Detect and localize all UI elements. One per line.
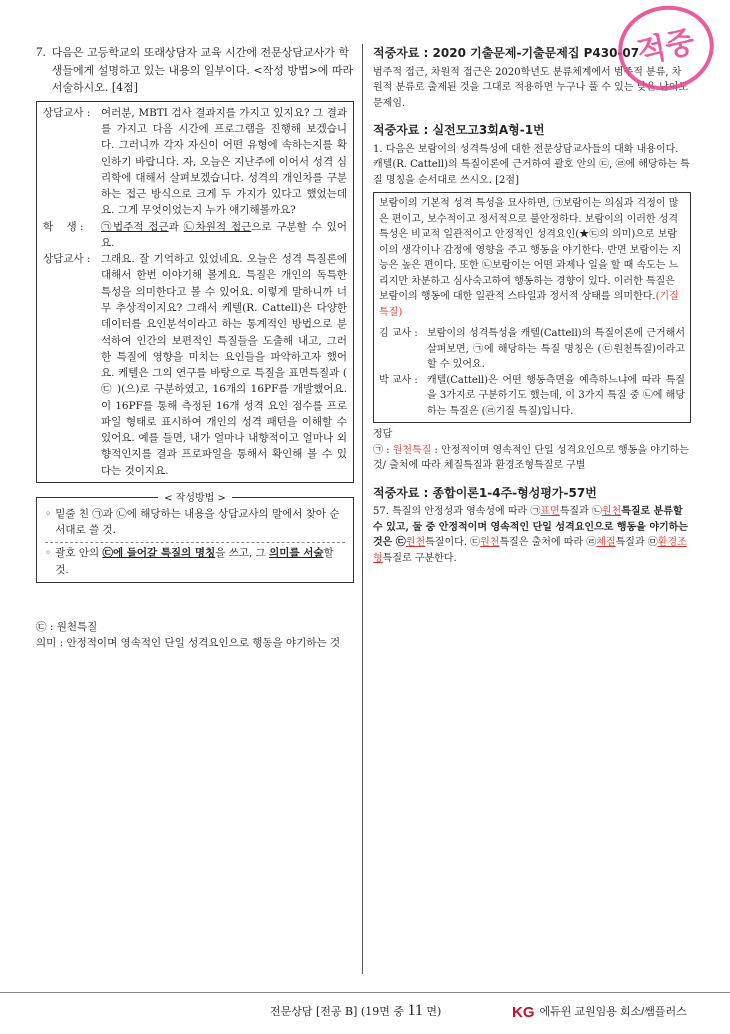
text-fragment: 을 쓰고, 그 [215,547,270,560]
dashed-divider [45,542,345,543]
method-item-text [55,545,345,578]
turn-text [101,219,347,252]
turn-text: 캐텔(Cattell)은 어떤 행동측면을 예측하느냐에 따라 특질을 3가지로 구분하기도 했는데, 이 3가지 특질 중 ㉡에 해당하는 특질은 (㉣기질 특질)입니다. [427,374,685,417]
footer-prefix: 전문상담 [전공 B] (19면 중 [270,1005,404,1018]
highlight-text: 원천 [405,537,426,549]
bullet: ◦ [45,507,52,520]
ref3-title: 적중자료 : 종합이론1-4주-형성평가-57번 [373,485,597,500]
question-header [36,44,354,97]
text-fragment: 과 [168,220,184,233]
text-fragment: 특질과 ㉤ [615,537,658,549]
footer-suffix: 면) [426,1005,442,1018]
dialogue-turn-2 [43,219,347,252]
turn-text: 그래요. 잘 기억하고 있었네요. 오늘은 성격 특질론에 대해서 한번 이야기해 볼게요. 특질은 개인의 독특한 특성을 의미한다고 볼 수 있어요. 이렇게 말하니까 너무 추상적이지요? 그래서 케텔(R. Cattell)은 다양한 데이터를 요인분석이라고 하는 통계적인 방법으로 분석하여 인간의 보편적인 특질들을 도출해 내고, 그러한 특질에 영향을 미치는 요인들을 파악하고자 했어요. 케텔은 그의 연구를 바탕으로 특질을 표면특질과 ( ㉢ )(으)로 구분하였고, 16개의 16PF를 개발했어요. 이 16PF를 통해 측정된 16개 성격 요인 점수를 프로파일 형태로 표시하여 개인의 성격 패턴을 이해할 수 있어요. 예를 들면, 내가 얼마나 내향적이고 얼마나 외향적인지를 결과 프로파일을 통해서 확인해 볼 수 있다는 것이지요. [101,253,347,477]
question-prompt: 다음은 고등학교의 또래상담자 교육 시간에 전문상담교사가 학생들에게 설명하고 있는 내용의 일부이다. <작성 방법>에 따라 서술하시오. [4점] [51,46,354,95]
speaker-label: 상담교사 : [43,106,91,119]
ref3-text [373,504,691,566]
method-item-2 [45,545,345,578]
text-fragment: 특질은 출처에 따라 ㉣ [499,537,597,549]
page-footer [0,992,730,1025]
question-number: 7. [36,44,46,59]
text-fragment: 괄호 안의 [55,547,103,560]
highlight-text: 환경조형 [373,537,687,564]
ref2-answer-label: 정답 [373,429,393,441]
publisher-logo [512,1001,687,1024]
case-tag: (기질특질) [379,291,679,318]
text-fragment: 특질이다. ㉢ [425,537,481,549]
ref2-question: 1. 다음은 보람이의 성격특성에 대한 전문상담교사들의 대화 내용이다. 캐텔(R. Cattell)의 특질이론에 근거하여 괄호 안의 ㉢, ㉣에 해당하는 특질 명칭을 순서대로 쓰시오. [2점] [373,143,690,186]
turn-text: 여러분, MBTI 검사 결과지를 가지고 있지요? 그 결과를 가지고 다음 시간에 프로그램을 진행해 보겠습니다. 그러니까 각자 자신이 어떤 유형에 속하는지를 확인하기 바랍니다. 자, 오늘은 지난주에 이어서 성격 심리학에 대해서 살펴보겠습니다. 성격의 개인차를 구분하는 접근 방식으로 크게 두 가지가 있다고 했었는데요. 그게 무엇이었는지 누가 얘기해볼까요? [101,106,347,217]
emphasis-text: 의미를 서술 [269,547,324,560]
ref1-text: 범주적 접근, 차원적 접근은 2020학년도 분류체계에서 범주적 분류, 차원적 분류로 출제된 것을 그대로 적용하면 누구나 풀 수 있는 낮은 난이도 문제임. [373,66,689,109]
highlight-text: 원천특질 [392,444,432,456]
text-fragment: 특질의 안정성과 영속성에 따라 ㉠ [392,506,541,518]
right-column [373,44,691,566]
text-fragment: 특질로 구분한다. [382,552,457,564]
text-fragment: : 안정적이며 영속적인 단일 성격요인으로 행동을 야기하는 것/ 출처에 따라 체질특질과 환경조형특질로 구별 [373,444,689,472]
answer-block [36,619,354,652]
speaker-label: 상담교사 : [43,253,91,266]
ref2-title: 적중자료 : 실전모고3회A형-1번 [373,123,545,138]
ref2-case-box [373,192,691,423]
writing-method-box [36,492,354,583]
highlight-text: 원천 [601,506,622,518]
case-text: 보람이의 기본적 성격 특성을 묘사하면, ㉠보람이는 의심과 걱정이 많은 편이고, 보수적이고 정서적으로 불안정하다. 보람이의 이러한 성격특성은 비교적 일관적이고 안정적인 성격요인(★㉢의 의미)으로 보람이의 생각이나 감정에 영향을 주고 행동을 야기한다. 반면 보람이는 지능은 높은 편이다. 또한 ㉡보람이는 어떤 과제나 일을 할 때 속도는 느리지만 차분하고 심사숙고하여 행동하는 경향이 있다. 이러한 특질은 보람이의 행동에 대한 일관적 스타일과 정서적 상태를 의미한다. [379,198,682,303]
text-fragment: ㉠ : [373,444,393,456]
speaker-label: 박 교사 : [379,374,418,386]
answer-line-1: ㉢ : 원천특질 [36,620,98,633]
column-divider [362,44,363,974]
ref1-title: 적중자료 : 2020 기출문제-기출문제집 P430-07 [373,46,640,60]
bullet: ◦ [45,547,52,560]
dialogue-turn-3 [43,251,347,479]
page-number: 11 [407,1002,423,1019]
left-column [36,44,354,651]
answer-line-2: 의미 : 안정적이며 영속적인 단일 성격요인으로 행동을 야기하는 것 [36,637,341,650]
brand-name: 에듀윈 교원임용 회소/쌤플러스 [539,1006,687,1019]
method-title: < 작성방법 > [158,493,232,504]
highlight-text: 원천 [480,537,500,549]
turn-text: 보람이의 성격특성을 캐텔(Cattell)의 특질이론에 근거해서 살펴보면, ㉠에 해당하는 특질 명칭은 (㉢원천특질)이라고 할 수 있어요. [427,328,685,371]
text-fragment: 으로 구분할 수 있어요. [101,220,347,249]
hit-stamp: 적중 [610,0,721,99]
method-item-text: 밑줄 친 ㉠과 ㉡에 해당하는 내용을 상담교사의 말에서 찾아 순서대로 쓸 것. [55,507,340,537]
speaker-label: 김 교사 : [379,328,418,340]
teacher-park-turn [379,373,685,420]
teacher-kim-turn [379,326,685,373]
highlight-text: 표면 [540,506,560,518]
speaker-label: 학 생 : [43,220,84,233]
page-info [270,999,441,1024]
method-title-wrap [37,490,353,507]
emphasis-text: ㉢에 들어갈 특질의 명칭 [102,547,216,560]
dialogue-turn-1 [43,105,347,219]
text-fragment: 할 것. [55,547,334,576]
highlight-text: 체질 [596,537,616,549]
item-number: 57. [373,506,389,518]
text-fragment: 특질과 ㉡ [559,506,602,518]
text-fragment: 특질로 분류할 수 있고, 둘 중 안정적이며 영속적인 단일 성격요인으로 행동을 야기하는 것은 ㉢ [373,506,688,549]
ref2-answer [373,443,691,474]
kg-logo-icon: KG [512,1004,535,1021]
underlined-term-b: ㉡차원적 접근 [183,220,252,233]
dialogue-box [36,101,354,483]
method-item-1 [45,506,345,539]
underlined-term-a: ㉠법주적 접근 [101,220,169,233]
